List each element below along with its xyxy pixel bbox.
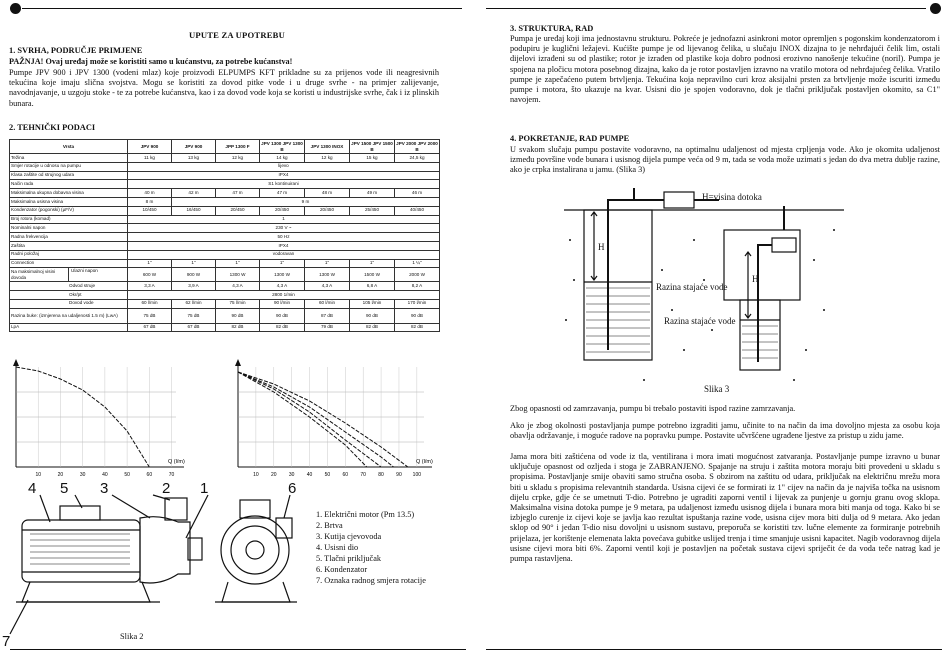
row-label — [10, 268, 128, 282]
top-rule — [486, 8, 926, 9]
pump-pit — [724, 230, 800, 300]
table-cell: 8,2 A — [395, 282, 440, 291]
row-label: Radni položaj — [10, 250, 128, 259]
table-cell: 8 m — [128, 197, 172, 206]
table-cell: 230 V ~ — [128, 224, 440, 233]
installation-paragraph: Jama mora biti zaštićena od vode iz tla, ventilirana i mora imati mogućnost zatvaranja. Postavljanje pumpe izravno u bunar uključuje opasnost od ozljeda i stoga je ZABRANJENO. Spajanje na struju i zaštita motora moraju biti provedeni u skladu s propisima. Postavljanje smije obaviti samo stručna osoba. S obzirom na zaštitu od udara, priključak na električnu mrežu mora biti u skladu s propisima relevantnih standarda. Usisna cijevi će se formirati iz 1" cijev na način da je najviša točka na usisnom dijelu crpke, gdje će se umetnuti T-dio. Potrebno je ugraditi zaporni ventil i lijevak za punjenje u gornju granu ovog sklopa. Maksimalna visina dotoka pumpe je 9 metara, pa udaljenost između usisnog dijela i bunara mora biti manja od toga. Kako bi se izbjeglo curenje iz cijevi koje se javlja kao rezultat ispuštanja razine vode, usisna cijev mora biti dulja od 9 metara. Ako jedan sklop od 90° i jedan T-dio nisu dovoljni u usisnom sustavu, preporuča se koristiti tzv. lučne elemente za formiranje potrebnih prijelaza, jer korištenje elemenata lakta povećava gubitke uslijed trenja i time smanjuje usisni kapacitet. Nagib vodoravnog dijela usisne cijevi mora biti 6%. Zaporni ventil koji je postavljen na početak sustava cijevi spriječit će da voda teče natrag kad je pumpa rastavljena. — [510, 452, 940, 564]
top-rule — [22, 8, 462, 9]
table-cell: 62 l/min — [172, 299, 216, 308]
heading-structure: 3. STRUKTURA, RAD — [510, 24, 594, 33]
table-cell: 1500 W — [350, 268, 395, 282]
table-cell: 46 m — [395, 189, 440, 198]
table-cell: 20/450 — [216, 206, 260, 215]
table-row — [10, 268, 440, 282]
table-cell: 1300 W — [305, 268, 350, 282]
row-label: Odvod struje — [10, 282, 128, 291]
purpose-paragraph: Pumpe JPV 900 i JPV 1300 (vodeni mlaz) koje proizvodi ELPUMPS KFT prikladne su za prijenos vode ili neagresivnih tekućina koje imaju slična svojstva. Mogu se koristiti za dovod pitke vode i u druge svrhe - na primjer zalijevanje, navodnjavanje, u uzgoju stoke - te za potrebe kućanstva, kao i za dovod vode koja se koristi u industrijske svrhe, čak i iz plinskih bunara. — [9, 68, 439, 108]
table-cell: 90 dB — [350, 308, 395, 323]
figure-caption: Slika 3 — [704, 384, 730, 394]
label-water-level-2: Razina stajaće vode — [664, 316, 736, 326]
table-cell: 47 m — [216, 189, 260, 198]
installation-figure — [544, 170, 864, 400]
table-cell: 60 l/min — [305, 299, 350, 308]
table-cell: 1300 W — [216, 268, 260, 282]
table-cell: 2800 1/min — [128, 290, 440, 299]
table-cell: 1" — [305, 259, 350, 268]
table-cell: 11 kg — [128, 154, 172, 163]
table-cell: IPX4 — [128, 171, 440, 180]
callout-2: 2 — [162, 480, 171, 497]
legend-item: 3. Kutija cjevovoda — [316, 532, 382, 541]
table-cell: 12 kg — [216, 154, 260, 163]
page-title: UPUTE ZA UPOTREBU — [188, 30, 286, 40]
corner-dot — [10, 3, 21, 14]
label-water-level-1: Razina stajaće vode — [656, 282, 728, 292]
x-tick-label: 60 — [146, 472, 153, 478]
label-h-left: H — [598, 242, 605, 252]
x-tick-label: 70 — [360, 472, 366, 478]
table-cell: 3,3 A — [128, 282, 172, 291]
table-cell: 3,9 A — [172, 282, 216, 291]
table-cell: 9 m — [172, 197, 440, 206]
callout-4: 4 — [28, 480, 37, 497]
legend-item: 5. Tlačni priključak — [316, 554, 382, 563]
front-port — [240, 500, 270, 518]
table-cell: 25/450 — [350, 206, 395, 215]
pump-left — [664, 192, 694, 208]
table-cell: 15 kg — [350, 154, 395, 163]
x-tick-label: 30 — [288, 472, 295, 478]
x-axis-label: Q (l/m) — [168, 459, 185, 465]
table-cell: 40/450 — [395, 206, 440, 215]
table-cell: 12 kg — [305, 154, 350, 163]
row-label: Maksimalna ukupna dobavna visina — [10, 189, 128, 198]
freeze-paragraph: Zbog opasnosti od zamrzavanja, pumpu bi trebalo postaviti ispod razine zamrzavanja. — [510, 404, 796, 413]
row-label: Broj rotora (komad) — [10, 215, 128, 224]
warning-text: PAŽNJA! Ovaj uređaj može se koristiti samo u kućanstvu, za potrebe kućanstva! — [9, 57, 293, 66]
legend-item: 7. Oznaka radnog smjera rotacije — [316, 576, 426, 585]
row-label: LpA — [10, 323, 128, 332]
table-header: Vrsta — [10, 140, 128, 154]
table-cell: 2000 W — [395, 268, 440, 282]
row-label: Dovod vode — [10, 299, 128, 308]
bottom-rule — [486, 649, 942, 650]
bottom-rule — [10, 649, 466, 650]
table-cell: S1 kontinuirani — [128, 180, 440, 189]
row-label: Zaštita — [10, 241, 128, 250]
table-row — [10, 180, 440, 189]
x-tick-label: 80 — [378, 472, 384, 478]
table-cell: 20/450 — [260, 206, 305, 215]
table-cell: 14 kg — [260, 154, 305, 163]
table-cell: 24,5 kg — [395, 154, 440, 163]
table-cell: 90 dB — [395, 308, 440, 323]
series-line — [238, 372, 367, 467]
table-cell: 6,8 A — [350, 282, 395, 291]
row-label: Connection — [10, 259, 128, 268]
table-cell: lijevo — [128, 162, 440, 171]
pump-base — [22, 582, 150, 602]
table-header: JPV 900 — [128, 140, 172, 154]
pressure-port — [165, 498, 187, 520]
table-cell: 75 dB — [128, 308, 172, 323]
x-tick-label: 50 — [324, 472, 331, 478]
table-cell: 16/450 — [172, 206, 216, 215]
table-cell: 40 m — [128, 189, 172, 198]
figure-caption: Slika 2 — [120, 632, 144, 641]
x-tick-label: 20 — [57, 472, 64, 478]
table-row — [10, 241, 440, 250]
pit-paragraph: Ako je zbog okolnosti postavljanja pumpe potrebno izgraditi jamu, učinite to na način da ima dovoljno mjesta za osobu koja obavlja održavanje, i moguće radove na popravku pumpe. Postavite učvršćene ugrađene ljestve za pristup u zidu jame. — [510, 421, 940, 441]
row-label: Smjer rotacije u odnosu na pumpu — [10, 162, 128, 171]
table-row — [10, 299, 440, 308]
table-header: JPV 1300 INOX — [305, 140, 350, 154]
table-cell: 10/450 — [128, 206, 172, 215]
table-cell: 600 W — [128, 268, 172, 282]
table-cell: 105 l/min — [350, 299, 395, 308]
table-cell: 1" — [260, 259, 305, 268]
x-tick-label: 10 — [253, 472, 259, 478]
startup-paragraph: U svakom slučaju pumpu postavite vodoravno, na optimalnu udaljenost od mjesta crpljenja vode. Ako je okomita udaljenost između površine vode bunara i usisnog dijela pumpe veća od 9 m, tada se voda može uzimati s jedan do dva metra dublje razine, ako je crpka instalirana u jamu. (Slika 3) — [510, 145, 940, 175]
figure-legend — [316, 509, 426, 586]
row-label: Način rada — [10, 180, 128, 189]
table-cell: 90 dB — [216, 308, 260, 323]
table-row — [10, 162, 440, 171]
x-tick-label: 50 — [124, 472, 130, 478]
table-row — [10, 224, 440, 233]
right-page — [476, 0, 950, 657]
heading-startup: 4. POKRETANJE, RAD PUMPE — [510, 134, 630, 143]
structure-paragraph: Pumpa je uređaj koji ima jednostavnu strukturu. Pokreće je jednofazni asinkroni motor opremljen s pogonskim kondenzatorom i podupiru je kuglični ležajevi. Kućište pumpe je od lijevanog čelika, u slučaju INOX dizajna to je nehrđajući čelik lim, ostali dijelovi izrađeni su od plastike; rotor je izrađen od plastike koja dobro podnosi erozivno nanošenje tekućine (noril). Pumpa je spojena na pločicu motora posebnog dizajna, kako da je rotor postavljen izravno na vratilo motora od nehrđajućeg čelika. Vratilo pumpe je zapečaćeno putem brtvljenja. Tekućina koja nepravilno curi kroz aksijalni prsten za brtvljenje može iscuriti između pumpe i motora, što ukazuje na kvar. Usisni dio je spojen vodoravno, dok je tlačni priključak postavljen okomito, sa C1" navojem. — [510, 34, 940, 105]
spec-table — [9, 139, 440, 332]
table-cell: 82 dB — [350, 323, 395, 332]
series-line — [238, 372, 394, 467]
x-tick-label: 60 — [342, 472, 349, 478]
label-h-right: H — [752, 274, 759, 284]
y-axis-arrow — [13, 359, 19, 366]
table-cell: 13 kg — [172, 154, 216, 163]
pump-right — [772, 238, 796, 252]
table-header: JPV 1500 JPV 1500 B — [351, 141, 393, 152]
table-cell: 87 dB — [305, 308, 350, 323]
left-page — [0, 0, 474, 657]
well-right — [740, 300, 780, 370]
table-cell: 1" — [216, 259, 260, 268]
table-row — [10, 282, 440, 291]
x-tick-label: 40 — [306, 472, 313, 478]
callout-5: 5 — [60, 480, 69, 497]
table-cell: 1" — [128, 259, 172, 268]
table-cell: 48 m — [305, 189, 350, 198]
table-cell: 50 Hz — [128, 233, 440, 242]
table-row — [10, 197, 440, 206]
table-cell: 1300 W — [260, 268, 305, 282]
table-cell: 20/450 — [305, 206, 350, 215]
table-row — [10, 154, 440, 163]
group-label: Na maksimalnoj visini dovoda — [10, 268, 69, 281]
table-row — [10, 233, 440, 242]
table-row — [10, 259, 440, 268]
table-row — [10, 171, 440, 180]
sub-label: Ulazni napon — [71, 268, 98, 274]
table-cell: 49 m — [350, 189, 395, 198]
table-cell: 90 l/min — [260, 299, 305, 308]
table-cell: 1" — [172, 259, 216, 268]
table-cell: 67 dB — [172, 323, 216, 332]
callout-1: 1 — [200, 480, 209, 497]
legend-item: 4. Usisni dio — [316, 543, 359, 552]
callout-3: 3 — [100, 480, 109, 497]
legend-item: 2. Brtva — [316, 521, 343, 530]
row-label: Kondenzator (pogonski) (µF/V) — [10, 206, 128, 215]
table-row — [10, 290, 440, 299]
x-axis-label: Q (l/m) — [416, 459, 433, 465]
x-tick-label: 30 — [79, 472, 86, 478]
table-cell: 82 dB — [216, 323, 260, 332]
table-cell: 82 dB — [260, 323, 305, 332]
table-cell: 4,3 A — [305, 282, 350, 291]
x-tick-label: 10 — [35, 472, 42, 478]
table-cell: 170 l/min — [395, 299, 440, 308]
table-cell: 60 l/min — [128, 299, 172, 308]
corner-dot — [930, 3, 941, 14]
table-row — [10, 189, 440, 198]
table-cell: 82 dB — [395, 323, 440, 332]
row-label: Klasa zaštite od strujnog udara — [10, 171, 128, 180]
table-header: JPV 2000 JPV 2000 B — [396, 141, 438, 152]
row-label: Maksimalna usisna visina — [10, 197, 128, 206]
table-cell: 1 ¼" — [395, 259, 440, 268]
row-label: Nominalni napon — [10, 224, 128, 233]
table-header: JPV 900 — [172, 140, 216, 154]
table-cell: 42 m — [172, 189, 216, 198]
callout-7: 7 — [2, 633, 11, 648]
legend-item: 6. Kondenzator — [316, 565, 368, 574]
table-cell: 4,3 A — [260, 282, 305, 291]
table-row — [10, 250, 440, 259]
table-cell: 79 dB — [305, 323, 350, 332]
table-cell: 90 dB — [260, 308, 305, 323]
pump-curve-chart-2 — [226, 355, 442, 483]
motor-body — [22, 520, 140, 582]
table-row — [10, 323, 440, 332]
table-cell: 1" — [350, 259, 395, 268]
table-row — [10, 308, 440, 323]
row-label: Težina — [10, 154, 128, 163]
table-header: JPP 1300 F — [216, 140, 260, 154]
label-head-height: H=visina dotoka — [702, 192, 762, 202]
pump-curve-chart-1 — [4, 355, 194, 483]
table-cell: vodoravan — [128, 250, 440, 259]
table-cell: 1 — [128, 215, 440, 224]
terminal-box — [60, 506, 100, 520]
table-cell: 75 dB — [172, 308, 216, 323]
x-tick-label: 90 — [396, 472, 402, 478]
heading-purpose: 1. SVRHA, PODRUČJE PRIMJENE — [9, 46, 143, 55]
callout-6: 6 — [288, 480, 297, 497]
table-cell: 67 dB — [128, 323, 172, 332]
y-axis-arrow — [235, 359, 241, 366]
x-tick-label: 100 — [412, 472, 422, 478]
x-tick-label: 40 — [102, 472, 108, 478]
table-header-row — [10, 140, 440, 154]
table-row — [10, 215, 440, 224]
table-cell: IPX4 — [128, 241, 440, 250]
row-label: Razina buke: (izmjerena na udaljenosti 1.5 m) (LwA) — [10, 308, 128, 323]
row-label: Radna frekvencija — [10, 233, 128, 242]
table-header: JPV 1300 JPV 1300 B — [261, 141, 303, 152]
table-cell: 75 l/min — [216, 299, 260, 308]
x-tick-label: 70 — [168, 472, 175, 478]
table-cell: 900 W — [172, 268, 216, 282]
table-cell: 4,3 A — [216, 282, 260, 291]
x-tick-label: 20 — [270, 472, 277, 478]
pump-housing — [140, 517, 190, 583]
capacitor — [276, 518, 292, 538]
legend-item: 1. Električni motor (Pm 13.5) — [316, 510, 415, 519]
table-cell: 47 m — [260, 189, 305, 198]
table-row — [10, 206, 440, 215]
heading-specs: 2. TEHNIČKI PODACI — [9, 123, 96, 132]
row-label: Okr/pt — [10, 290, 128, 299]
